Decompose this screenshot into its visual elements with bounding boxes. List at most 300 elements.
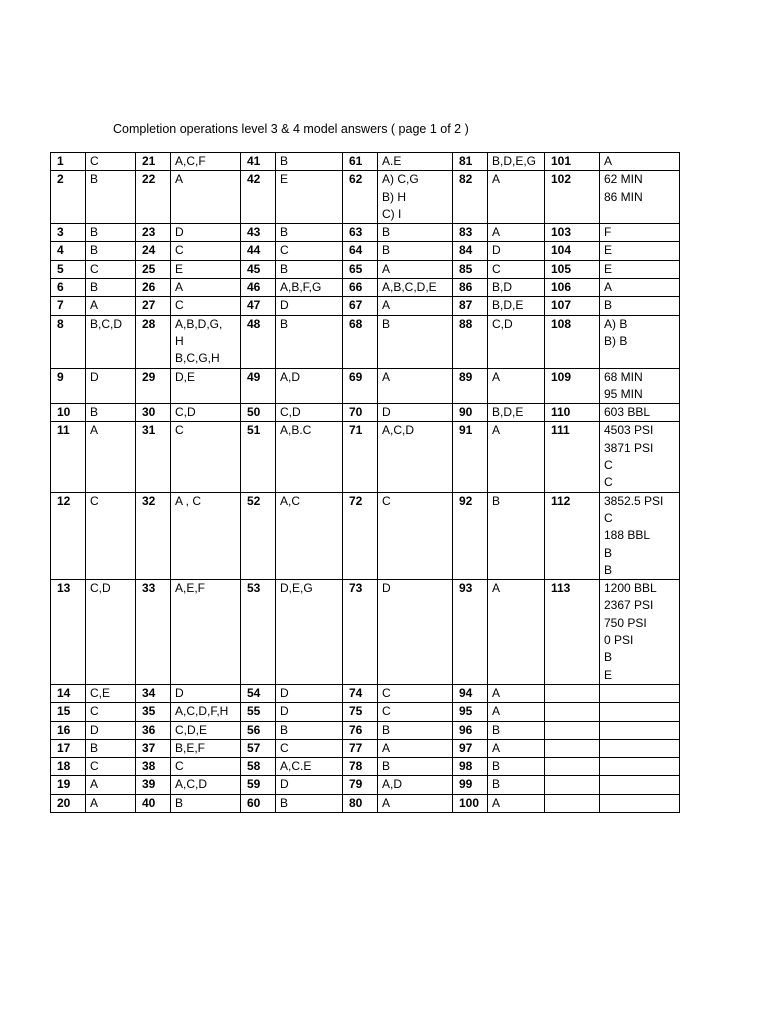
answer-line: A xyxy=(90,777,99,792)
answer-line: A xyxy=(382,369,391,384)
answer-cell xyxy=(600,684,680,702)
answer-cell xyxy=(600,368,680,404)
answer-line: A xyxy=(492,685,501,700)
question-number: 101 xyxy=(545,153,600,171)
answer-line: A,C,F xyxy=(175,154,206,168)
answer-cell xyxy=(171,739,241,757)
answer-cell xyxy=(171,368,241,404)
question-number: 99 xyxy=(453,776,488,794)
answer-line: 0 PSI xyxy=(604,633,634,648)
question-number: 43 xyxy=(241,224,276,242)
question-number: 95 xyxy=(453,703,488,721)
answer-line: 188 BBL xyxy=(604,528,651,543)
table-row xyxy=(51,242,680,260)
answer-line: 3871 PSI xyxy=(604,440,654,455)
answer-cell xyxy=(378,368,453,404)
question-number: 93 xyxy=(453,580,488,685)
question-number: 2 xyxy=(51,171,86,224)
question-number: 26 xyxy=(136,279,171,297)
question-number: 22 xyxy=(136,171,171,224)
question-number: 12 xyxy=(51,492,86,579)
answer-cell xyxy=(276,368,343,404)
table-row xyxy=(51,794,680,812)
answer-line: C xyxy=(175,423,184,438)
answer-line: A,C,D,F,H xyxy=(175,704,229,719)
answer-line: B xyxy=(604,545,613,560)
answer-cell xyxy=(171,703,241,721)
answer-cell xyxy=(86,580,136,685)
answer-line: C xyxy=(90,154,99,168)
answer-cell xyxy=(488,315,545,368)
question-number: 53 xyxy=(241,580,276,685)
answer-line: B xyxy=(90,243,99,258)
answer-line: A xyxy=(492,225,501,240)
question-number: 80 xyxy=(343,794,378,812)
answer-line: C) I xyxy=(382,206,402,221)
question-number: 96 xyxy=(453,721,488,739)
table-row xyxy=(51,758,680,776)
answer-cell xyxy=(86,279,136,297)
question-number: 102 xyxy=(545,171,600,224)
answer-line: A , C xyxy=(175,493,202,508)
answer-line: C xyxy=(90,704,99,719)
answer-cell xyxy=(488,776,545,794)
question-number: 61 xyxy=(343,153,378,171)
answer-line: B xyxy=(90,280,99,295)
answer-cell xyxy=(378,703,453,721)
question-number: 25 xyxy=(136,260,171,278)
answer-line: B xyxy=(492,777,501,792)
question-number: 110 xyxy=(545,404,600,422)
answer-cell xyxy=(378,492,453,579)
question-number: 87 xyxy=(453,297,488,315)
answer-cell xyxy=(600,580,680,685)
question-number: 84 xyxy=(453,242,488,260)
answer-cell xyxy=(86,492,136,579)
answer-cell xyxy=(600,171,680,224)
answer-cell xyxy=(488,703,545,721)
answer-cell xyxy=(276,242,343,260)
answer-line: B xyxy=(280,316,289,331)
answer-cell xyxy=(276,703,343,721)
question-number: 72 xyxy=(343,492,378,579)
answer-line: D xyxy=(90,369,99,384)
answer-cell xyxy=(488,422,545,492)
answer-cell xyxy=(276,721,343,739)
answer-cell xyxy=(378,776,453,794)
table-row xyxy=(51,739,680,757)
table-row xyxy=(51,703,680,721)
answer-cell xyxy=(488,153,545,171)
answer-line: B xyxy=(90,172,99,187)
answer-cell xyxy=(171,224,241,242)
answer-cell xyxy=(171,297,241,315)
table-row xyxy=(51,260,680,278)
question-number: 1 xyxy=(51,153,86,171)
answer-line: B,C,D xyxy=(90,316,123,331)
question-number: 47 xyxy=(241,297,276,315)
question-number: 36 xyxy=(136,721,171,739)
answer-cell xyxy=(86,153,136,171)
answer-line: B,C,G,H xyxy=(175,351,220,366)
question-number: 94 xyxy=(453,684,488,702)
answer-cell xyxy=(488,758,545,776)
answer-cell xyxy=(488,171,545,224)
answer-line: A xyxy=(492,704,501,719)
answer-cell xyxy=(378,260,453,278)
answer-cell xyxy=(276,404,343,422)
answer-cell xyxy=(600,260,680,278)
answer-line: A,C xyxy=(280,493,301,508)
answer-line: D xyxy=(175,225,184,240)
answer-cell xyxy=(171,404,241,422)
question-number: 9 xyxy=(51,368,86,404)
answer-cell xyxy=(600,758,680,776)
question-number: 108 xyxy=(545,315,600,368)
table-row xyxy=(51,279,680,297)
answer-line xyxy=(604,795,675,812)
answer-cell xyxy=(171,721,241,739)
answer-line: E xyxy=(604,667,613,682)
answer-line: B xyxy=(382,759,391,774)
question-number: 58 xyxy=(241,758,276,776)
answer-line: 86 MIN xyxy=(604,189,643,204)
question-number: 27 xyxy=(136,297,171,315)
answer-line: B xyxy=(604,650,613,665)
answer-line: A.E xyxy=(382,154,402,168)
answer-cell xyxy=(86,758,136,776)
question-number: 76 xyxy=(343,721,378,739)
question-number: 75 xyxy=(343,703,378,721)
question-number: 33 xyxy=(136,580,171,685)
question-number: 28 xyxy=(136,315,171,368)
answer-line: A,B,C,D,E xyxy=(382,280,437,295)
question-number: 54 xyxy=(241,684,276,702)
answer-cell xyxy=(276,580,343,685)
question-number xyxy=(545,776,600,794)
answer-line: A xyxy=(90,423,99,438)
answer-cell xyxy=(600,422,680,492)
question-number: 89 xyxy=(453,368,488,404)
answer-line xyxy=(604,740,675,757)
answer-cell xyxy=(171,758,241,776)
question-number: 6 xyxy=(51,279,86,297)
answer-line: A xyxy=(382,740,391,755)
answer-line: A xyxy=(90,795,99,810)
answer-cell xyxy=(488,721,545,739)
answer-cell xyxy=(488,224,545,242)
answer-cell xyxy=(171,260,241,278)
answer-cell xyxy=(86,684,136,702)
answer-line: A xyxy=(604,280,613,295)
question-number: 8 xyxy=(51,315,86,368)
answer-line: A xyxy=(492,172,501,187)
question-number: 81 xyxy=(453,153,488,171)
answer-line: 603 BBL xyxy=(604,405,651,420)
answer-cell xyxy=(378,315,453,368)
answer-line: D xyxy=(382,581,391,596)
answer-cell xyxy=(86,297,136,315)
answer-cell xyxy=(488,279,545,297)
answer-line: C xyxy=(280,740,289,755)
question-number: 24 xyxy=(136,242,171,260)
answer-cell xyxy=(600,297,680,315)
question-number: 37 xyxy=(136,739,171,757)
answer-cell xyxy=(171,153,241,171)
answer-line: D xyxy=(492,243,501,258)
table-row xyxy=(51,684,680,702)
answer-cell xyxy=(488,580,545,685)
question-number: 11 xyxy=(51,422,86,492)
answer-cell xyxy=(378,580,453,685)
answer-line: B) H xyxy=(382,189,406,204)
answer-cell xyxy=(378,153,453,171)
question-number: 40 xyxy=(136,794,171,812)
question-number: 90 xyxy=(453,404,488,422)
answer-cell xyxy=(276,315,343,368)
question-number: 68 xyxy=(343,315,378,368)
question-number: 19 xyxy=(51,776,86,794)
answer-cell xyxy=(86,703,136,721)
answer-cell xyxy=(378,404,453,422)
answer-line: B xyxy=(90,225,99,240)
answer-line: A xyxy=(492,581,501,596)
question-number: 66 xyxy=(343,279,378,297)
question-number xyxy=(545,703,600,721)
answer-cell xyxy=(378,171,453,224)
answer-cell xyxy=(378,684,453,702)
answer-line: B xyxy=(280,154,289,168)
answer-line: B) B xyxy=(604,333,628,348)
answer-cell xyxy=(276,776,343,794)
answer-line: 95 MIN xyxy=(604,386,643,401)
answer-cell xyxy=(378,297,453,315)
answer-line: A xyxy=(175,280,184,295)
question-number: 107 xyxy=(545,297,600,315)
answer-cell xyxy=(86,315,136,368)
answer-cell xyxy=(276,224,343,242)
answer-line: D,E,G xyxy=(280,581,313,596)
answer-line: C,D xyxy=(90,581,111,596)
answer-line: B,D,E xyxy=(492,405,524,420)
answer-line: A,B,D,G, xyxy=(175,316,223,331)
answer-line: B xyxy=(280,225,289,240)
answer-cell xyxy=(378,794,453,812)
question-number: 65 xyxy=(343,260,378,278)
answer-line: B xyxy=(382,243,391,258)
answer-line: C,D xyxy=(280,405,301,420)
question-number: 91 xyxy=(453,422,488,492)
answer-line: B xyxy=(382,316,391,331)
answer-cell xyxy=(276,153,343,171)
question-number: 97 xyxy=(453,739,488,757)
question-number: 74 xyxy=(343,684,378,702)
answer-line: A xyxy=(382,298,391,313)
question-number: 41 xyxy=(241,153,276,171)
question-number: 106 xyxy=(545,279,600,297)
question-number: 34 xyxy=(136,684,171,702)
answer-line: A xyxy=(492,795,501,810)
answer-cell xyxy=(86,739,136,757)
answer-cell xyxy=(378,242,453,260)
answer-line: A xyxy=(382,795,391,810)
answer-cell xyxy=(488,739,545,757)
table-row xyxy=(51,224,680,242)
answer-line xyxy=(604,685,675,702)
answer-cell xyxy=(171,171,241,224)
answer-cell xyxy=(171,492,241,579)
answer-line: B xyxy=(492,493,501,508)
answer-line: A,B.C xyxy=(280,423,312,438)
question-number: 4 xyxy=(51,242,86,260)
question-number: 57 xyxy=(241,739,276,757)
answer-line xyxy=(604,776,675,793)
question-number: 113 xyxy=(545,580,600,685)
answer-cell xyxy=(600,153,680,171)
answer-line: A,D xyxy=(382,777,403,792)
table-row xyxy=(51,580,680,685)
question-number: 83 xyxy=(453,224,488,242)
question-number: 23 xyxy=(136,224,171,242)
answer-line: A xyxy=(604,154,613,168)
question-number: 100 xyxy=(453,794,488,812)
answer-cell xyxy=(86,794,136,812)
question-number: 32 xyxy=(136,492,171,579)
question-number: 29 xyxy=(136,368,171,404)
answer-line: D xyxy=(90,722,99,737)
table-row xyxy=(51,153,680,171)
answer-cell xyxy=(171,580,241,685)
answer-table-body xyxy=(51,153,680,813)
answer-cell xyxy=(276,422,343,492)
answer-line: 1200 BBL xyxy=(604,581,657,596)
answer-cell xyxy=(276,684,343,702)
table-row xyxy=(51,368,680,404)
answer-line: E xyxy=(175,261,184,276)
question-number: 77 xyxy=(343,739,378,757)
question-number: 109 xyxy=(545,368,600,404)
question-number: 20 xyxy=(51,794,86,812)
answer-cell xyxy=(600,776,680,794)
answer-line: A xyxy=(90,298,99,313)
answer-line: 3852.5 PSI xyxy=(604,493,664,508)
question-number: 70 xyxy=(343,404,378,422)
answer-line: C xyxy=(492,261,501,276)
answer-cell xyxy=(276,739,343,757)
question-number: 13 xyxy=(51,580,86,685)
answer-cell xyxy=(86,242,136,260)
question-number xyxy=(545,794,600,812)
answer-line: D xyxy=(280,704,289,719)
answer-line: D xyxy=(280,685,289,700)
question-number: 49 xyxy=(241,368,276,404)
answer-line: B xyxy=(604,562,613,577)
answer-line: A xyxy=(492,423,501,438)
answer-line xyxy=(604,758,675,775)
answer-cell xyxy=(488,260,545,278)
answer-cell xyxy=(600,242,680,260)
answer-line: A xyxy=(175,172,184,187)
question-number xyxy=(545,684,600,702)
answer-cell xyxy=(171,242,241,260)
answer-line: C xyxy=(90,759,99,774)
answer-line: C xyxy=(90,261,99,276)
answer-line: A,C,D xyxy=(175,777,208,792)
answer-cell xyxy=(378,739,453,757)
answer-cell xyxy=(86,776,136,794)
answer-cell xyxy=(600,703,680,721)
question-number: 38 xyxy=(136,758,171,776)
answer-cell xyxy=(600,721,680,739)
answer-line: B xyxy=(175,795,184,810)
answer-line: 68 MIN xyxy=(604,369,643,384)
answer-cell xyxy=(378,758,453,776)
question-number: 103 xyxy=(545,224,600,242)
answer-cell xyxy=(600,739,680,757)
answer-cell xyxy=(488,684,545,702)
answer-cell xyxy=(488,368,545,404)
answer-cell xyxy=(600,404,680,422)
question-number: 18 xyxy=(51,758,86,776)
question-number: 7 xyxy=(51,297,86,315)
table-row xyxy=(51,171,680,224)
answer-line: 2367 PSI xyxy=(604,598,654,613)
answer-cell xyxy=(488,242,545,260)
question-number: 69 xyxy=(343,368,378,404)
question-number xyxy=(545,739,600,757)
question-number: 45 xyxy=(241,260,276,278)
answer-table xyxy=(50,152,680,813)
question-number: 56 xyxy=(241,721,276,739)
answer-cell xyxy=(600,315,680,368)
answer-cell xyxy=(600,492,680,579)
answer-line: B xyxy=(604,298,613,313)
answer-line: B,D,E xyxy=(492,298,524,313)
question-number: 60 xyxy=(241,794,276,812)
answer-line: C,E xyxy=(90,685,111,700)
answer-line: B xyxy=(382,722,391,737)
answer-cell xyxy=(86,404,136,422)
answer-line: B xyxy=(280,795,289,810)
answer-line: A,B,F,G xyxy=(280,280,322,295)
question-number: 67 xyxy=(343,297,378,315)
question-number: 39 xyxy=(136,776,171,794)
answer-line: B xyxy=(492,759,501,774)
answer-line: A,C,D xyxy=(382,423,415,438)
table-row xyxy=(51,315,680,368)
question-number: 46 xyxy=(241,279,276,297)
question-number: 64 xyxy=(343,242,378,260)
answer-line: B xyxy=(280,722,289,737)
question-number xyxy=(545,758,600,776)
answer-line: D xyxy=(280,298,289,313)
answer-line: A) B xyxy=(604,316,628,331)
answer-line: D xyxy=(280,777,289,792)
answer-cell xyxy=(86,260,136,278)
answer-line: B xyxy=(492,722,501,737)
answer-line: D xyxy=(175,685,184,700)
answer-line: B,E,F xyxy=(175,740,206,755)
answer-line xyxy=(604,722,675,739)
answer-cell xyxy=(86,422,136,492)
question-number: 92 xyxy=(453,492,488,579)
answer-cell xyxy=(171,422,241,492)
question-number: 63 xyxy=(343,224,378,242)
answer-cell xyxy=(276,171,343,224)
answer-line: C xyxy=(175,243,184,258)
answer-line: 4503 PSI xyxy=(604,423,654,438)
answer-cell xyxy=(600,794,680,812)
